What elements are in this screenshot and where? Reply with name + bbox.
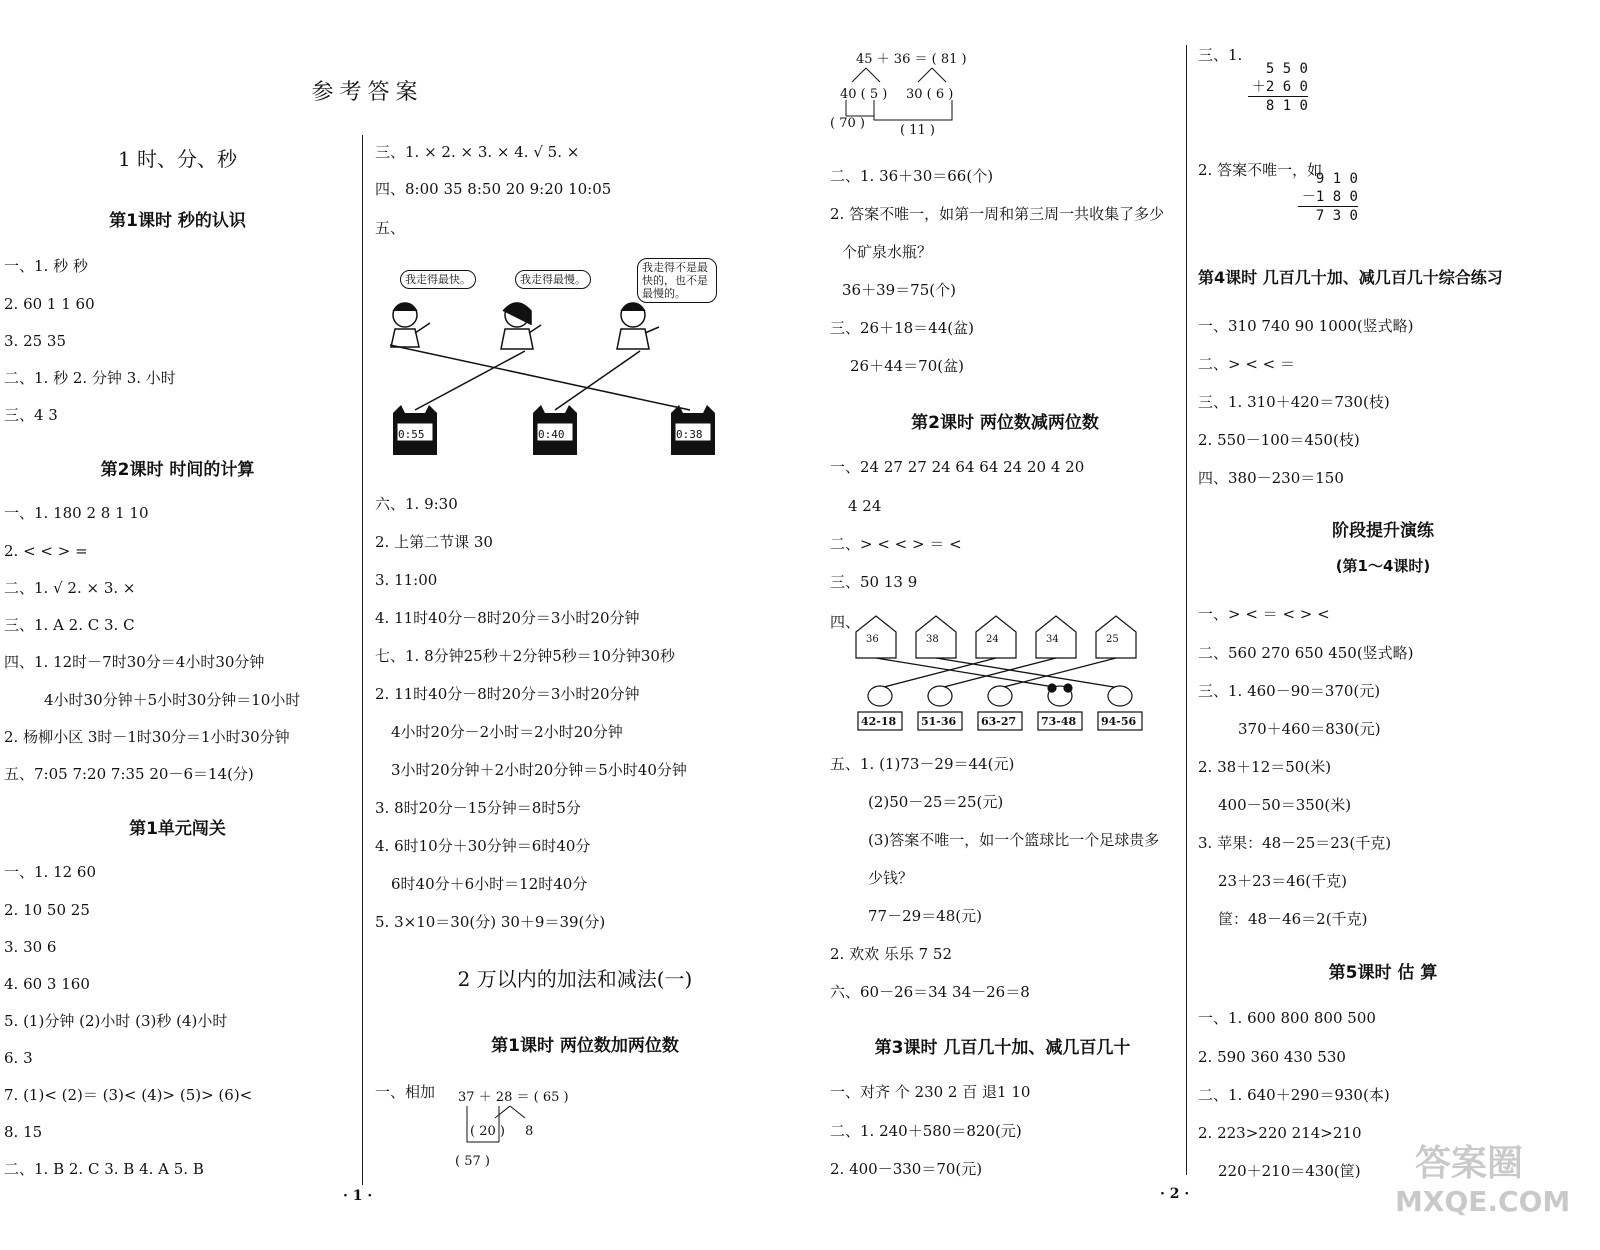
- answer-line: 6时40分＋6小时＝12时40分: [391, 875, 588, 893]
- answer-line: 一、相加: [375, 1083, 436, 1101]
- answer-line: 三、1. 310＋420＝730(枝): [1198, 393, 1390, 411]
- answer-line: 2. 欢欢 乐乐 7 52: [830, 945, 953, 963]
- answer-line: 四、8:00 35 8:50 20 9:20 10:05: [375, 180, 612, 198]
- answer-line: 一、24 27 27 24 64 64 24 20 4 20: [830, 458, 1085, 476]
- answer-line: 三、26＋18＝44(盆): [830, 319, 974, 337]
- page-number: · 1 ·: [343, 1188, 373, 1204]
- answer-line: 三、50 13 9: [830, 573, 918, 591]
- unit-2-title: 2 万以内的加法和减法(一): [457, 967, 693, 991]
- answer-line: 2. 223>220 214>210: [1198, 1124, 1362, 1142]
- unit-test-heading: 第1单元闯关: [129, 819, 226, 839]
- answer-line: 筐：48－46＝2(千克): [1218, 910, 1368, 928]
- answer-line: 2. 550－100＝450(枝): [1198, 431, 1360, 449]
- answer-line: 二、1. 240＋580＝820(元): [830, 1122, 1022, 1140]
- diagram-sum: ( 70 ): [830, 116, 865, 131]
- answer-line: 二、1. 36＋30＝66(个): [830, 167, 994, 185]
- answer-line: 370＋460＝830(元): [1238, 720, 1381, 738]
- answer-line: 一、> < ＝ < > <: [1198, 605, 1330, 623]
- lesson-5-heading: 第5课时 估 算: [1328, 963, 1438, 983]
- answer-line: 六、1. 9:30: [375, 495, 458, 513]
- column-2: [375, 0, 795, 1250]
- answer-line: 2. < < > =: [4, 542, 88, 560]
- answer-line: 2. 590 360 430 530: [1198, 1048, 1346, 1066]
- answer-line: 少钱？: [868, 869, 914, 887]
- answer-line: 2. 38＋12＝50(米): [1198, 758, 1332, 776]
- answer-line: 三、1. A 2. C 3. C: [4, 616, 135, 634]
- answer-line: 26＋44＝70(盆): [850, 357, 964, 375]
- lesson-3-heading: 第3课时 几百几十加、减几百几十: [874, 1038, 1131, 1058]
- answer-line: 三、1.: [1198, 46, 1243, 64]
- answer-line: 一、1. 秒 秒: [4, 257, 88, 275]
- clock-reading: 0:55: [398, 428, 425, 441]
- answer-line: 4小时20分－2小时＝2小时20分钟: [391, 723, 623, 741]
- answer-line: 4 24: [848, 497, 882, 515]
- answer-line: 二、> < < ＝: [1198, 355, 1296, 373]
- answer-line: 三、4 3: [4, 406, 58, 424]
- answer-line: 三、1. 460－90＝370(元): [1198, 682, 1381, 700]
- house-number: 38: [926, 634, 939, 645]
- house-number: 36: [866, 634, 879, 645]
- expression-card: 42-18: [861, 715, 897, 728]
- lesson-1-heading: 第1课时 两位数加两位数: [491, 1036, 679, 1056]
- answer-line: 二、1. √ 2. × 3. ×: [4, 579, 136, 597]
- answer-line: 五、1. (1)73－29＝44(元): [830, 755, 1015, 773]
- house-number: 24: [986, 634, 999, 645]
- lesson-4-heading: 第4课时 几百几十加、减几百几十综合练习: [1198, 268, 1503, 287]
- diagram-partial: 40 ( 5 ): [840, 87, 888, 102]
- answer-line: 400－50＝350(米): [1218, 796, 1352, 814]
- answer-line: 五、: [375, 219, 406, 237]
- lesson-1-heading: 第1课时 秒的认识: [109, 211, 246, 231]
- answer-line: 七、1. 8分钟25秒＋2分钟5秒＝10分钟30秒: [375, 647, 675, 665]
- speech-bubble: 我走得不是最快的，也不是最慢的。: [637, 258, 717, 303]
- answer-line: 4. 6时10分＋30分钟＝6时40分: [375, 837, 591, 855]
- answer-line: 一、1. 180 2 8 1 10: [4, 504, 149, 522]
- column-divider: [362, 135, 363, 1185]
- answer-line: 6. 3: [4, 1049, 33, 1067]
- expression-card: 73-48: [1041, 715, 1077, 728]
- page-title: 参考答案: [311, 80, 424, 105]
- unit-1-title: 1 时、分、秒: [117, 147, 238, 171]
- column-3: [830, 0, 1190, 1250]
- answer-line: 四、1. 12时－7时30分＝4小时30分钟: [4, 653, 265, 671]
- answer-line: (2)50－25＝25(元): [868, 793, 1004, 811]
- split-diagram-lines: [455, 1104, 545, 1154]
- answer-line: 8. 15: [4, 1123, 43, 1141]
- stage-practice-heading: 阶段提升演练: [1332, 521, 1434, 541]
- answer-line: 2. 11时40分－8时20分＝3小时20分钟: [375, 685, 640, 703]
- diagram-partial: ( 20 ): [470, 1124, 505, 1139]
- diagram-sum: ( 57 ): [455, 1154, 490, 1169]
- column-divider: [1186, 45, 1187, 1175]
- diagram-sum: ( 11 ): [900, 123, 935, 138]
- expression-card: 63-27: [981, 715, 1017, 728]
- answer-line: 一、310 740 90 1000(竖式略): [1198, 317, 1414, 335]
- answer-line: 3. 25 35: [4, 332, 67, 350]
- animal-figures: [868, 684, 1132, 706]
- expression-card: 51-36: [921, 715, 957, 728]
- split-diagram-lines: [830, 66, 970, 126]
- speech-bubble: 我走得最慢。: [515, 270, 591, 289]
- answer-line: 220＋210＝430(筐): [1218, 1162, 1361, 1180]
- answer-line: 五、7:05 7:20 7:35 20－6＝14(分): [4, 765, 254, 783]
- answer-line: 3. 苹果：48－25＝23(千克): [1198, 834, 1392, 852]
- answer-line: 5. 3×10＝30(分) 30＋9＝39(分): [375, 913, 606, 931]
- answer-line: 二、1. 640＋290＝930(本): [1198, 1086, 1390, 1104]
- answer-line: 2. 10 50 25: [4, 901, 90, 919]
- lesson-2-heading: 第2课时 时间的计算: [100, 460, 255, 480]
- answer-line: 2. 杨柳小区 3时－1时30分＝1小时30分钟: [4, 728, 290, 746]
- answer-line: 三、1. × 2. × 3. × 4. √ 5. ×: [375, 143, 580, 161]
- answer-line: 3. 8时20分－15分钟＝8时5分: [375, 799, 581, 817]
- connecting-lines: [876, 658, 1120, 688]
- lesson-2-heading: 第2课时 两位数减两位数: [911, 413, 1099, 433]
- answer-line: 23＋23＝46(千克): [1218, 872, 1347, 890]
- answer-line: 六、60－26＝34 34－26＝8: [830, 983, 1030, 1001]
- answer-line: 2. 答案不唯一，如第一周和第三周一共收集了多少: [830, 205, 1165, 223]
- answer-line: 4小时30分钟＋5小时30分钟＝10小时: [44, 691, 301, 709]
- vertical-addition: 5 5 0 ＋2 6 0 8 1 0: [1248, 60, 1308, 115]
- diagram-partial: 8: [525, 1124, 534, 1139]
- answer-line: 二、1. 秒 2. 分钟 3. 小时: [4, 369, 176, 387]
- clock-reading: 0:40: [538, 428, 565, 441]
- answer-line: 3小时20分钟＋2小时20分钟＝5小时40分钟: [391, 761, 687, 779]
- answer-line: 2. 400－330＝70(元): [830, 1160, 983, 1178]
- diagram-equation: 37 ＋ 28 ＝ ( 65 ): [458, 1090, 569, 1105]
- answer-line: 4. 11时40分－8时20分＝3小时20分钟: [375, 609, 640, 627]
- answer-line: 2. 60 1 1 60: [4, 295, 95, 313]
- answer-line: 7. (1)< (2)＝ (3)< (4)> (5)> (6)<: [4, 1086, 253, 1104]
- expression-card: 94-56: [1101, 715, 1137, 728]
- answer-line: 4. 60 3 160: [4, 975, 90, 993]
- diagram-equation: 45 ＋ 36 ＝ ( 81 ): [856, 52, 967, 67]
- answer-line: 二、> < < > ＝ <: [830, 535, 962, 553]
- watermark-url: MXQE.COM: [1395, 1185, 1571, 1218]
- page-number: · 2 ·: [1160, 1186, 1190, 1202]
- answer-line: 四、380－230＝150: [1198, 469, 1344, 487]
- house-number: 25: [1106, 634, 1119, 645]
- answer-line: 2. 答案不唯一，如: [1198, 161, 1323, 179]
- answer-line: 2. 上第二节课 30: [375, 533, 493, 551]
- answer-line: 3. 30 6: [4, 938, 57, 956]
- answer-line: 5. (1)分钟 (2)小时 (3)秒 (4)小时: [4, 1012, 228, 1030]
- diagram-partial: 30 ( 6 ): [906, 87, 954, 102]
- child-figure: [391, 303, 659, 349]
- speech-bubble: 我走得最快。: [400, 270, 476, 289]
- watermark-logo: 答案圈: [1415, 1143, 1524, 1184]
- column-4: [1198, 0, 1598, 1250]
- matching-figure: [375, 285, 735, 485]
- answer-line: 77－29＝48(元): [868, 907, 982, 925]
- house-number: 34: [1046, 634, 1059, 645]
- answer-line: 一、1. 600 800 800 500: [1198, 1009, 1376, 1027]
- connecting-lines: [390, 345, 690, 410]
- answer-line: 四、: [830, 613, 861, 631]
- clock-reading: 0:38: [676, 428, 703, 441]
- answer-line: 3. 11:00: [375, 571, 438, 589]
- answer-line: 二、560 270 650 450(竖式略): [1198, 644, 1414, 662]
- vertical-subtraction: 9 1 0 －1 8 0 7 3 0: [1298, 170, 1358, 225]
- answer-line: (3)答案不唯一，如一个篮球比一个足球贵多: [868, 831, 1160, 849]
- answer-line: 一、1. 12 60: [4, 863, 97, 881]
- answer-line: 36＋39＝75(个): [842, 281, 956, 299]
- answer-line: 二、1. B 2. C 3. B 4. A 5. B: [4, 1160, 204, 1178]
- answer-line: 一、对齐 个 230 2 百 退1 10: [830, 1083, 1031, 1101]
- stage-practice-subheading: (第1～4课时): [1335, 557, 1431, 575]
- answer-line: 个矿泉水瓶？: [842, 243, 933, 261]
